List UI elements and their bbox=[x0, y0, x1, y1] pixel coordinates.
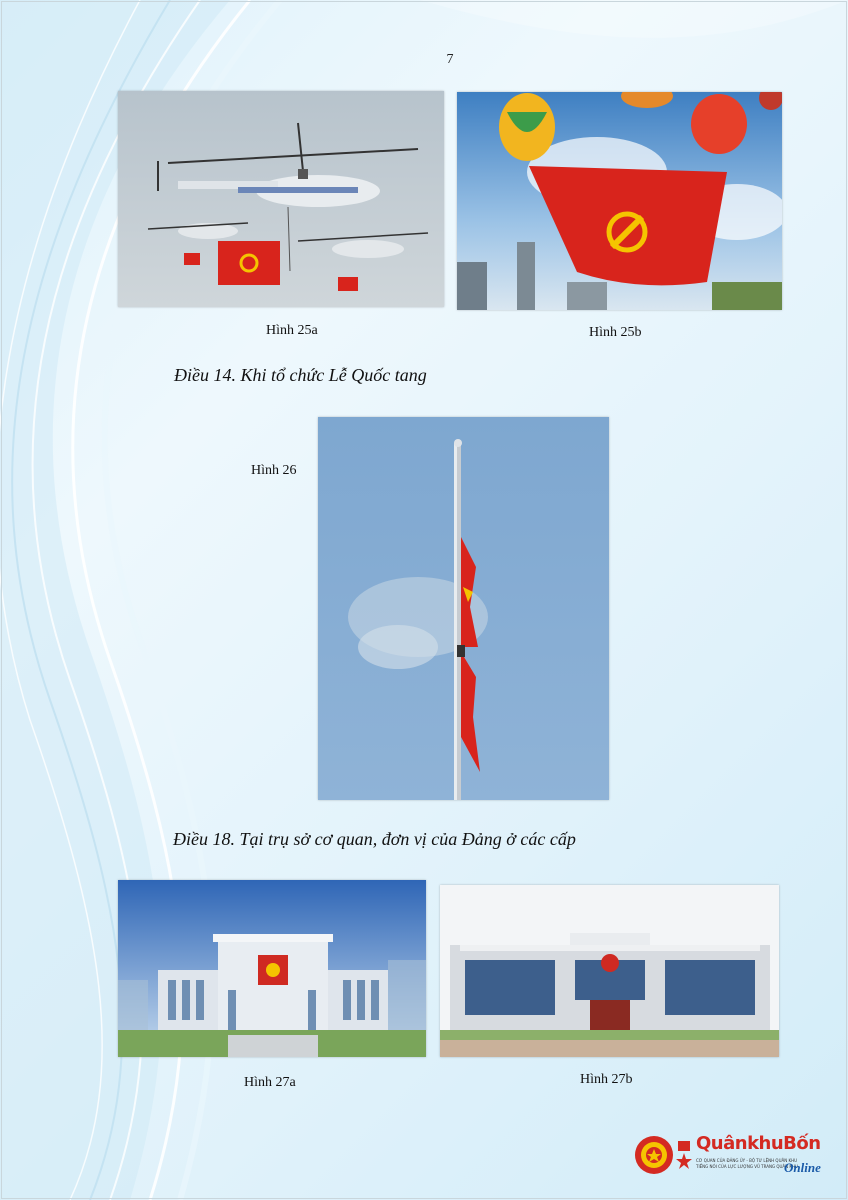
photo-half-mast-flag bbox=[318, 417, 609, 800]
photo-balloons-party-flag bbox=[457, 92, 782, 310]
military-emblem-icon bbox=[634, 1135, 674, 1175]
logo-online: Online bbox=[784, 1160, 821, 1175]
logo-subtitle-2: TIẾNG NÓI CỦA LỰC LƯỢNG VŨ TRANG QUÂN KHU bbox=[696, 1164, 798, 1169]
heading-article-18: Điều 18. Tại trụ sở cơ quan, đơn vị của Đảng ở các cấp bbox=[173, 829, 576, 849]
figure-caption-27b: Hình 27b bbox=[580, 1072, 633, 1087]
page-number: 7 bbox=[446, 52, 454, 67]
figure-caption-25a: Hình 25a bbox=[266, 323, 318, 338]
logo-title: QuânkhuBốn bbox=[696, 1133, 821, 1154]
photo-helicopters-flags bbox=[118, 91, 444, 307]
heading-article-14: Điều 14. Khi tổ chức Lễ Quốc tang bbox=[174, 365, 427, 385]
photo-party-office-building-b bbox=[440, 885, 779, 1057]
star-icon bbox=[674, 1141, 694, 1171]
figure-caption-26: Hình 26 bbox=[251, 463, 297, 478]
figure-caption-25b: Hình 25b bbox=[589, 325, 642, 340]
photo-party-office-building-a bbox=[118, 880, 426, 1057]
logo-subtitle-1: CƠ QUAN CỦA ĐẢNG ỦY - BỘ TƯ LỆNH QUÂN KHU bbox=[696, 1158, 798, 1163]
figure-caption-27a: Hình 27a bbox=[244, 1075, 296, 1090]
quan-khu-bon-online-logo[interactable] bbox=[634, 1133, 834, 1179]
